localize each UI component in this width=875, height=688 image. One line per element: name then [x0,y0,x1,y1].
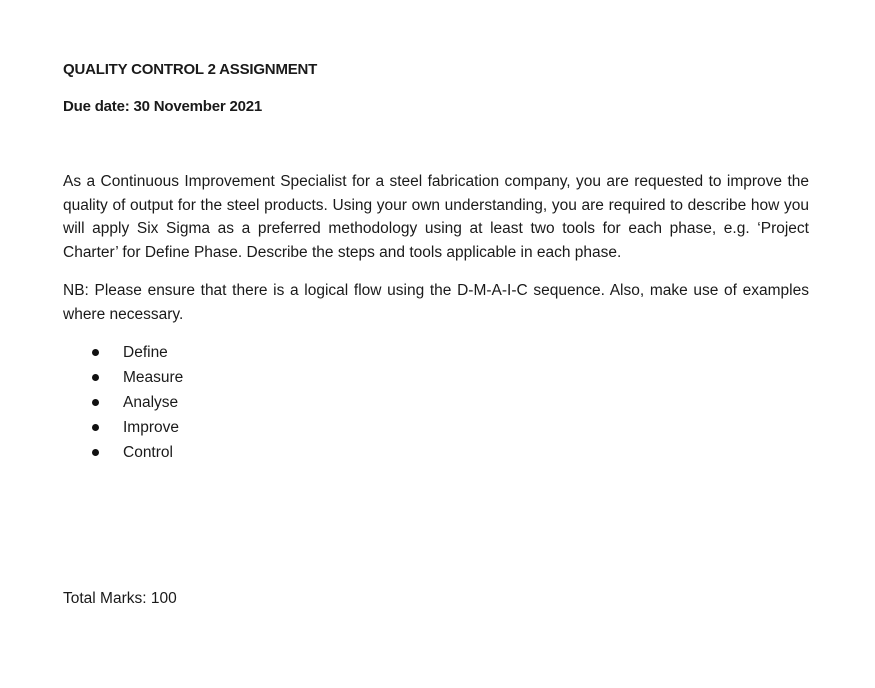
instructions-paragraph: As a Continuous Improvement Specialist for a steel fabrication company, you are requested to improve the quality of output for the steel products. Using your own understanding, you are required to describe how you will apply Six Sigma as a preferred methodology using at least two tools for each phase, e.g. ‘Project Charter’ for Define Phase. Describe the steps and tools applicable in each phase. [63,173,809,262]
list-item [63,415,183,440]
list-item [63,440,183,465]
bullet-icon [92,399,99,406]
bullet-icon [92,349,99,356]
note-paragraph: NB: Please ensure that there is a logical flow using the D-M-A-I-C sequence. Also, make use of examples where necessary. [63,282,809,323]
list-item [63,390,183,415]
phase-label: Control [123,444,173,461]
dmaic-phase-list [63,340,183,465]
phase-label: Analyse [123,394,179,411]
phase-label: Improve [123,419,179,436]
bullet-icon [92,424,99,431]
bullet-icon [92,449,99,456]
bullet-icon [92,374,99,381]
list-item [63,340,183,365]
list-item [63,365,183,390]
document-title: QUALITY CONTROL 2 ASSIGNMENT [63,61,318,78]
total-marks: Total Marks: 100 [63,590,177,607]
phase-label: Define [123,344,168,361]
due-date: Due date: 30 November 2021 [63,98,263,115]
phase-label: Measure [123,369,184,386]
